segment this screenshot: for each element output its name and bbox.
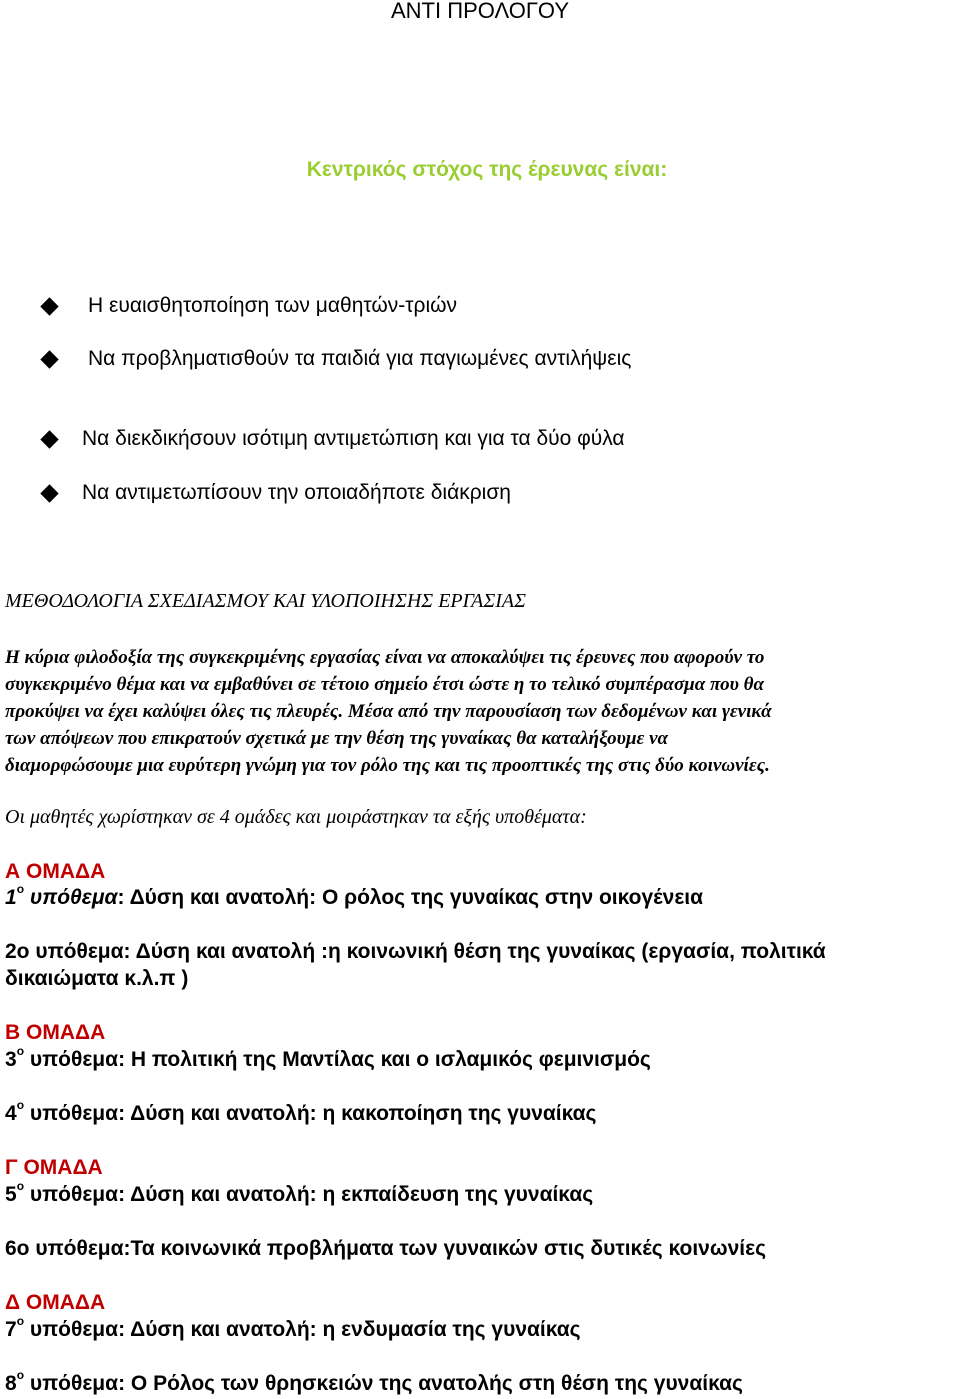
topic-text: υπόθεμα: Ο Ρόλος των θρησκειών της ανατολής στη θέση της γυναίκας — [24, 1372, 743, 1395]
goal-item: Να διεκδικήσουν ισότιμη αντιμετώπιση και για τα δύο φύλα — [82, 427, 625, 450]
ordinal-sup: ο — [16, 1179, 25, 1193]
page-title: ΑΝΤΙ ΠΡΟΛΟΓΟΥ — [390, 0, 570, 23]
goal-item: Να προβληματισθούν τα παιδιά για παγιωμένες αντιλήψεις — [88, 347, 632, 370]
groups-intro: Οι μαθητές χωρίστηκαν σε 4 ομάδες και μοιράστηκαν τα εξής υποθέματα: — [5, 806, 587, 828]
topic-2-line-2: δικαιώματα κ.λ.π ) — [5, 967, 189, 990]
topic-number: 3 — [5, 1048, 17, 1071]
ordinal-sup: ο — [16, 1098, 25, 1112]
topic-4 — [5, 1098, 597, 1126]
paragraph-line: συγκεκριμένο θέμα και να εμβαθύνει σε τέτοιο σημείο έτσι ώστε η το τελικό συμπέρασμα που θα — [5, 674, 765, 695]
topic-7 — [5, 1314, 581, 1342]
topic-text: υπόθεμα: Δύση και ανατολή: η κακοποίηση της γυναίκας — [24, 1102, 597, 1125]
diamond-bullet-icon — [40, 430, 58, 448]
research-goal-heading: Κεντρικός στόχος της έρευνας είναι: — [306, 158, 668, 181]
group-a-heading: Α ΟΜΑΔΑ — [5, 860, 106, 883]
group-b-heading: Β ΟΜΑΔΑ — [5, 1021, 106, 1044]
paragraph-line: Η κύρια φιλοδοξία της συγκεκριμένης εργασίας είναι να αποκαλύψει τις έρευνες που αφορούν το — [5, 647, 765, 668]
methodology-heading: ΜΕΘΟΔΟΛΟΓΙΑ ΣΧΕΔΙΑΣΜΟΥ ΚΑΙ ΥΛΟΠΟΙΗΣΗΣ ΕΡΓΑΣΙΑΣ — [5, 590, 527, 612]
topic-text: υπόθεμα: Δύση και ανατολή: η εκπαίδευση της γυναίκας — [24, 1183, 594, 1206]
topic-text: : Δύση και ανατολή: Ο ρόλος της γυναίκας στην οικογένεια — [117, 886, 704, 909]
diamond-bullet-icon — [40, 297, 58, 315]
topic-label: υπόθεμα — [24, 886, 118, 909]
ordinal-sup: ο — [16, 1314, 25, 1328]
topic-text: υπόθεμα: Η πολιτική της Μαντίλας και ο ισλαμικός φεμινισμός — [24, 1048, 651, 1071]
topic-1 — [5, 882, 704, 910]
topic-text: υπόθεμα: Δύση και ανατολή: η ενδυμασία της γυναίκας — [24, 1318, 581, 1341]
topic-number: 7 — [5, 1318, 17, 1341]
goal-item: Να αντιμετωπίσουν την οποιαδήποτε διάκριση — [82, 481, 511, 504]
topic-number: 4 — [5, 1102, 17, 1125]
topic-number: 1 — [5, 886, 17, 909]
topic-3 — [5, 1044, 651, 1072]
topic-number: 8 — [5, 1372, 17, 1395]
ordinal-sup: ο — [16, 1368, 25, 1382]
topic-number: 5 — [5, 1183, 17, 1206]
paragraph-line: των απόψεων που επικρατούν σχετικά με την θέση της γυναίκας θα καταλήξουμε να — [5, 728, 669, 749]
topic-5 — [5, 1179, 594, 1207]
diamond-bullet-icon — [40, 350, 58, 368]
topic-6: 6ο υπόθεμα:Τα κοινωνικά προβλήματα των γυναικών στις δυτικές κοινωνίες — [5, 1237, 766, 1260]
ordinal-sup: ο — [16, 882, 25, 896]
ordinal-sup: ο — [16, 1044, 25, 1058]
paragraph-line: διαμορφώσουμε μια ευρύτερη γνώμη για τον ρόλο της και τις προοπτικές της στις δύο κοινωνίες. — [5, 755, 770, 776]
goal-item: Η ευαισθητοποίηση των μαθητών-τριών — [88, 294, 458, 317]
methodology-paragraph — [5, 644, 960, 779]
group-c-heading: Γ ΟΜΑΔΑ — [5, 1156, 103, 1179]
diamond-bullet-icon — [40, 484, 58, 502]
paragraph-line: προκύψει να έχει καλύψει όλες τις πλευρές. Μέσα από την παρουσίαση των δεδομένων και γενικά — [5, 701, 772, 722]
topic-2-line-1: 2ο υπόθεμα: Δύση και ανατολή :η κοινωνική θέση της γυναίκας (εργασία, πολιτικά — [5, 940, 826, 963]
group-d-heading: Δ ΟΜΑΔΑ — [5, 1291, 106, 1314]
topic-8 — [5, 1368, 743, 1396]
